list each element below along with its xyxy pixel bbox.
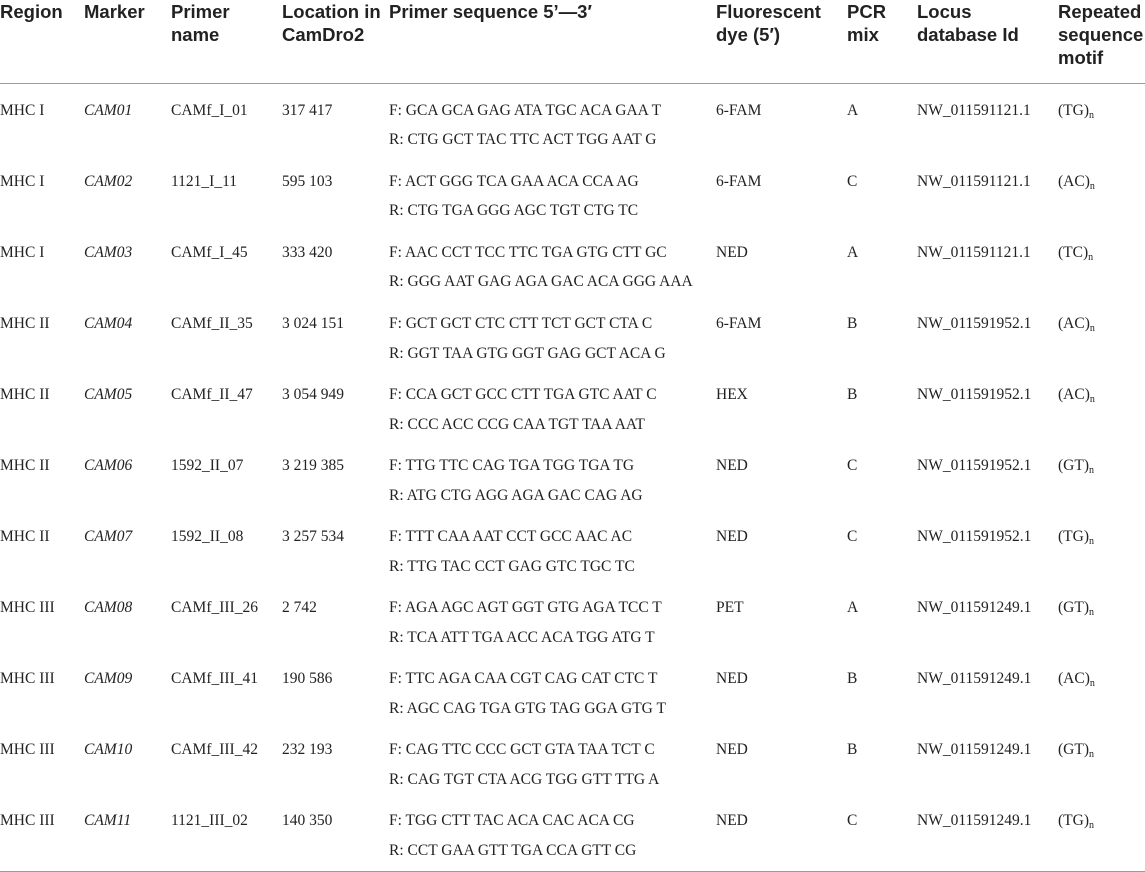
cell-primer-name: CAMf_II_35	[171, 315, 253, 332]
cell-motif	[1058, 794, 1145, 836]
table-row-reverse	[0, 552, 1145, 582]
motif-subscript: n	[1089, 394, 1095, 405]
motif-subscript: n	[1089, 323, 1095, 334]
cell-locus-id: NW_011591121.1	[917, 101, 1031, 119]
cell-locus-id: NW_011591249.1	[917, 670, 1032, 687]
motif-subscript: n	[1089, 749, 1094, 760]
cell-region: MHC II	[0, 386, 50, 403]
cell-reverse-primer: R: TCA ATT TGA ACC ACA TGG ATG T	[389, 628, 655, 646]
motif-text: (AC)	[1058, 670, 1090, 687]
header-primer-name: Primer name	[171, 0, 282, 83]
table-row	[0, 510, 1145, 552]
motif-text: (TG)	[1058, 101, 1089, 119]
cell-primer-name: 1592_II_07	[171, 457, 244, 474]
cell-location: 140 350	[282, 812, 333, 829]
cell-location: 3 054 949	[282, 386, 344, 403]
motif-subscript: n	[1089, 180, 1095, 192]
table-row	[0, 155, 1145, 197]
cell-dye: 6-FAM	[716, 172, 762, 190]
cell-region: MHC II	[0, 528, 50, 545]
cell-marker: CAM02	[84, 172, 133, 190]
cell-primer-name: CAMf_III_42	[171, 741, 258, 758]
motif-text: (GT)	[1058, 457, 1089, 474]
motif-text: (AC)	[1058, 386, 1090, 403]
cell-dye: HEX	[716, 386, 748, 403]
motif-text: (TG)	[1058, 812, 1089, 829]
cell-reverse-primer: R: CAG TGT CTA ACG TGG GTT TTG A	[389, 770, 660, 788]
cell-forward-primer: F: TTT CAA AAT CCT GCC AAC AC	[389, 528, 633, 545]
cell-forward-primer: F: TGG CTT TAC ACA CAC ACA CG	[389, 812, 635, 829]
cell-forward-primer: F: GCT GCT CTC CTT TCT GCT CTA C	[389, 315, 653, 332]
cell-location: 3 257 534	[282, 528, 344, 545]
header-row	[0, 0, 1145, 83]
cell-reverse-primer: R: CCT GAA GTT TGA CCA GTT CG	[389, 836, 716, 872]
cell-reverse-primer: R: GGG AAT GAG AGA GAC ACA GGG AAA	[389, 273, 693, 290]
table-row	[0, 297, 1145, 339]
cell-pcr-mix: A	[847, 599, 859, 616]
cell-locus-id: NW_011591952.1	[917, 386, 1032, 403]
cell-forward-primer: F: ACT GGG TCA GAA ACA CCA AG	[389, 172, 639, 190]
header-pcr-mix: PCR mix	[847, 0, 917, 83]
cell-locus-id: NW_011591952.1	[917, 457, 1032, 474]
cell-motif	[1058, 723, 1145, 765]
cell-pcr-mix: B	[847, 670, 858, 687]
cell-forward-primer: F: TTC AGA CAA CGT CAG CAT CTC T	[389, 670, 658, 687]
cell-forward-primer: F: GCA GCA GAG ATA TGC ACA GAA T	[389, 101, 662, 119]
motif-text: (TG)	[1058, 528, 1089, 545]
header-motif: Repeated sequence motif	[1058, 0, 1145, 83]
cell-reverse-primer: R: CTG GCT TAC TTC ACT TGG AAT G	[389, 131, 657, 148]
cell-motif	[1058, 155, 1145, 197]
cell-marker: CAM03	[84, 243, 133, 261]
cell-location: 190 586	[282, 670, 333, 687]
cell-location: 333 420	[282, 243, 333, 261]
cell-marker: CAM10	[84, 741, 133, 758]
motif-subscript: n	[1089, 536, 1094, 547]
cell-pcr-mix: B	[847, 386, 858, 403]
cell-pcr-mix: A	[847, 101, 859, 119]
cell-region: MHC III	[0, 741, 55, 758]
table-row	[0, 581, 1145, 623]
table-row	[0, 368, 1145, 410]
cell-region: MHC II	[0, 315, 50, 332]
cell-region: MHC III	[0, 670, 55, 687]
header-locus-id: Locus database Id	[917, 0, 1058, 83]
cell-pcr-mix: C	[847, 812, 858, 829]
table-row-reverse	[0, 694, 1145, 724]
cell-dye: NED	[716, 741, 748, 758]
cell-pcr-mix: C	[847, 172, 858, 190]
motif-subscript: n	[1089, 820, 1094, 831]
table-row	[0, 83, 1145, 125]
table-row-reverse	[0, 765, 1145, 795]
cell-marker: CAM05	[84, 386, 133, 403]
cell-pcr-mix: C	[847, 457, 858, 474]
cell-locus-id: NW_011591249.1	[917, 812, 1032, 829]
cell-dye: 6-FAM	[716, 101, 762, 119]
cell-motif	[1058, 510, 1145, 552]
cell-reverse-primer: R: GGT TAA GTG GGT GAG GCT ACA G	[389, 344, 666, 362]
table-row-reverse	[0, 481, 1145, 511]
header-marker: Marker	[84, 0, 171, 83]
cell-location: 3 024 151	[282, 315, 344, 332]
table-row-reverse	[0, 196, 1145, 226]
cell-location: 2 742	[282, 599, 317, 616]
cell-reverse-primer: R: CCC ACC CCG CAA TGT TAA AAT	[389, 415, 645, 433]
table-row	[0, 226, 1145, 268]
motif-text: (TC)	[1058, 243, 1089, 261]
cell-pcr-mix: B	[847, 315, 858, 332]
cell-region: MHC II	[0, 457, 50, 474]
cell-motif	[1058, 83, 1145, 125]
cell-locus-id: NW_011591121.1	[917, 243, 1031, 261]
table-row-reverse	[0, 125, 1145, 155]
cell-locus-id: NW_011591952.1	[917, 528, 1032, 545]
cell-reverse-primer: R: ATG CTG AGG AGA GAC CAG AG	[389, 486, 643, 504]
cell-dye: NED	[716, 528, 748, 545]
motif-text: (GT)	[1058, 599, 1089, 616]
cell-forward-primer: F: CAG TTC CCC GCT GTA TAA TCT C	[389, 741, 655, 758]
cell-forward-primer: F: TTG TTC CAG TGA TGG TGA TG	[389, 457, 635, 474]
cell-pcr-mix: C	[847, 528, 858, 545]
cell-dye: 6-FAM	[716, 315, 762, 332]
cell-location: 317 417	[282, 101, 333, 119]
cell-marker: CAM08	[84, 599, 133, 616]
header-fluorescent-dye: Fluorescent dye (5′)	[716, 0, 847, 83]
cell-region: MHC I	[0, 172, 45, 190]
cell-dye: NED	[716, 457, 748, 474]
motif-text: (AC)	[1058, 315, 1090, 332]
cell-motif	[1058, 439, 1145, 481]
cell-marker: CAM07	[84, 528, 133, 545]
cell-dye: NED	[716, 243, 748, 261]
motif-text: (AC)	[1058, 172, 1090, 190]
table-row	[0, 723, 1145, 765]
cell-reverse-primer: R: CTG TGA GGG AGC TGT CTG TC	[389, 202, 639, 219]
cell-locus-id: NW_011591249.1	[917, 741, 1032, 758]
cell-marker: CAM09	[84, 670, 133, 687]
table-row	[0, 652, 1145, 694]
cell-location: 232 193	[282, 741, 333, 758]
cell-primer-name: CAMf_III_26	[171, 599, 258, 616]
table-row-reverse	[0, 836, 1145, 872]
motif-subscript: n	[1088, 251, 1094, 263]
table-row-reverse	[0, 623, 1145, 653]
cell-pcr-mix: B	[847, 741, 858, 758]
cell-region: MHC III	[0, 812, 55, 829]
cell-locus-id: NW_011591249.1	[917, 599, 1032, 616]
table-row	[0, 794, 1145, 836]
cell-region: MHC I	[0, 243, 45, 261]
cell-reverse-primer: R: AGC CAG TGA GTG TAG GGA GTG T	[389, 699, 666, 717]
cell-primer-name: CAMf_I_01	[171, 101, 248, 119]
cell-primer-name: CAMf_III_41	[171, 670, 258, 687]
header-region: Region	[0, 0, 84, 83]
cell-forward-primer: F: AAC CCT TCC TTC TGA GTG CTT GC	[389, 243, 667, 261]
cell-primer-name: CAMf_I_45	[171, 243, 248, 261]
cell-forward-primer: F: CCA GCT GCC CTT TGA GTC AAT C	[389, 386, 657, 403]
table-body	[0, 83, 1145, 872]
motif-subscript: n	[1089, 465, 1094, 476]
cell-forward-primer: F: AGA AGC AGT GGT GTG AGA TCC T	[389, 599, 662, 616]
cell-dye: PET	[716, 599, 744, 616]
motif-subscript: n	[1089, 607, 1094, 618]
cell-motif	[1058, 652, 1145, 694]
cell-motif	[1058, 226, 1145, 268]
cell-location: 595 103	[282, 172, 333, 190]
motif-subscript: n	[1089, 109, 1094, 121]
table-row-reverse	[0, 267, 1145, 297]
cell-primer-name: 1592_II_08	[171, 528, 244, 545]
header-primer-sequence: Primer sequence 5’—3′	[389, 0, 716, 83]
cell-motif	[1058, 297, 1145, 339]
cell-region: MHC I	[0, 101, 45, 119]
cell-primer-name: 1121_III_02	[171, 812, 248, 829]
header-location: Location in CamDro2	[282, 0, 389, 83]
cell-locus-id: NW_011591121.1	[917, 172, 1031, 190]
cell-dye: NED	[716, 812, 748, 829]
cell-marker: CAM11	[84, 812, 132, 829]
motif-subscript: n	[1089, 678, 1095, 689]
cell-marker: CAM06	[84, 457, 133, 474]
cell-primer-name: 1121_I_11	[171, 172, 238, 190]
cell-region: MHC III	[0, 599, 55, 616]
cell-locus-id: NW_011591952.1	[917, 315, 1032, 332]
cell-motif	[1058, 368, 1145, 410]
cell-primer-name: CAMf_II_47	[171, 386, 253, 403]
cell-marker: CAM04	[84, 315, 133, 332]
cell-motif	[1058, 581, 1145, 623]
cell-pcr-mix: A	[847, 243, 859, 261]
table-row-reverse	[0, 410, 1145, 440]
cell-dye: NED	[716, 670, 748, 687]
cell-marker: CAM01	[84, 101, 133, 119]
table-row-reverse	[0, 339, 1145, 369]
motif-text: (GT)	[1058, 741, 1089, 758]
cell-location: 3 219 385	[282, 457, 344, 474]
table-row	[0, 439, 1145, 481]
cell-reverse-primer: R: TTG TAC CCT GAG GTC TGC TC	[389, 557, 635, 575]
